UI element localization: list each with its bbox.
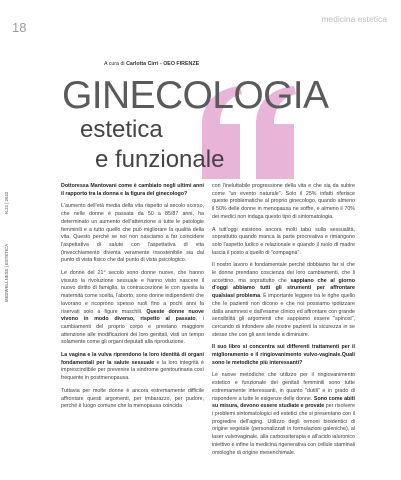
paragraph xyxy=(61,352,204,383)
title-line-1: GINECOLOGIA xyxy=(62,74,329,117)
bold-run: Queste donne nuove vivono in modo diverso, rispetto al passato xyxy=(61,308,205,323)
page-number: 18 xyxy=(12,20,27,35)
text-run: , i cambiamenti del proprio corpo e prestano maggiore attenzione alle modificazioni dei loro genitali, visti un tempo solamente come gli organi deputati alla riproduzione. xyxy=(61,316,204,346)
text-run: per risolvere i problemi sintomatologici ed estetici che si presentano con il progredire dell'aging. Utilizzo degli ormoni bioidentici di origine vegetale (personalizzati in formulazioni galeniche), al laser vulvovaginale, alla carbossiterapia e all'acido ialuronico iniettivo e infine la medicina rigenerativa con cellule staminali omologhe di origine mesenchimale. xyxy=(212,403,355,456)
byline-affiliation: - OEO FIRENZE xyxy=(158,61,200,67)
title-line-2: estetica xyxy=(80,116,163,143)
text-run: e la loro integrità è imprescindibile per prevenire la sindrome genitourinaria così frequente in postmenopausa. xyxy=(61,359,204,382)
paragraph: Tuttavia per molte donne è ancora estremamente difficile affrontare questi argomenti, per imbarazzo, per pudore, perché è luogo comune che la menopausa coincida xyxy=(61,387,204,410)
text-run: Le nuove metodiche che utilizzo per il ringiovanimento estetico e funzionale dei genitali femminili sono tutte estremamente interessanti, in quanto "dutili" e in grado di rispondere a tutte le esigenze delle donne. xyxy=(212,372,355,402)
question-2: Il suo libro si concentra sui differenti trattamenti per il miglioramento e il ringiovanimento vulvo-vaginale.Quali sono le metodiche più interessanti? xyxy=(212,344,355,366)
paragraph: con l'ineluttabile progressione della vita e che sia da subire come "un evento naturale". Solo il 25% infatti riferisce queste problematiche al proprio ginecologo, quando almeno il 50% delle donne in menopausa ne soffre, e almeno il 70% dei medici non indaga questo tipo di sintomatologia. xyxy=(212,183,355,220)
paragraph xyxy=(61,270,204,347)
text-run: . È importante leggere tra le righe quello che le pazienti non dicono e che noi possiamo ipotizzare dalla anamnesi e dall'esame clinico ed affrontare con grande sensibilità gli argomenti che sappiamo essere "spinosi", cercando di infondere alle nostre pazienti la sicurezza in se stesse che con gli anni tende a diminuire. xyxy=(212,293,355,338)
side-issue: N.21 | 2022 xyxy=(4,192,9,214)
side-label xyxy=(2,192,10,302)
paragraph: L'aumento dell'età media della vita rispetto al secolo scorso, che nelle donne è passata da 50 a 85/87 anni, ha determinato un aumento dell'attenzione a tutte le patologie femminili e a tutto quello che può migliorare la qualità della vita. Questo perché se noi non nasciamo a far coincidere l'aspettativa di salute con l'aspettativa di vita (invecchiamento diventa veramente insostenibile sia dal punto di vista fisico che dal punto di vista psicologico. xyxy=(61,203,204,264)
text-run: Il nostro lavoro è fondamentale perché dobbiamo far sì che le donne prendano coscienza dei loro cambiamenti, che li accettino, ma soprattutto che xyxy=(212,262,355,284)
byline-prefix: A cura di xyxy=(104,61,127,67)
byline xyxy=(104,61,199,67)
column-1 xyxy=(61,183,204,416)
side-magazine: MEDWELLNESS | ESTETICA xyxy=(4,243,9,302)
paragraph xyxy=(212,262,355,339)
question-1: Dottoressa Mantovani come è cambiato negli ultimi anni il rapporto tra la donna e la figura del ginecologo? xyxy=(61,183,204,197)
bold-run: La vagina e la vulva riprendono la loro identità di organi fondamentali per la salute sessuale xyxy=(61,352,204,366)
text-run: Le donne del 21° secolo sono donne nuove, che hanno vissuto la rivoluzione sessuale e hanno visto nascere il nuovo diritto di famiglia, la contraccezione le con questa la maternità come scelta, l'aborto, sono donne indipendenti che lavorano e ricoprono spesso ruoli fino a pochi anni fa riservati solo a figure maschili. xyxy=(61,270,204,315)
bold-run: Sono come abiti su misura, devono essere studiate e provate xyxy=(212,395,355,410)
column-2 xyxy=(212,183,355,462)
paragraph: A tutt'oggi esistono ancora molti tabù sulla sessualità, soprattutto quando manca la parte procreativa e rimangono solo l'aspetto ludico e relazionale e quando il ruolo di madre lascia il posto a quello di "compagna". xyxy=(212,226,355,256)
byline-author: Carlotta Cirri xyxy=(126,61,159,67)
bold-run: sappiano che al giorno d'oggi abbiamo tutti gli strumenti per affrontare qualsiasi problema xyxy=(212,277,355,300)
section-label: medicina estetica xyxy=(321,14,387,24)
title-line-3: e funzionale xyxy=(95,146,225,173)
paragraph xyxy=(212,372,355,457)
